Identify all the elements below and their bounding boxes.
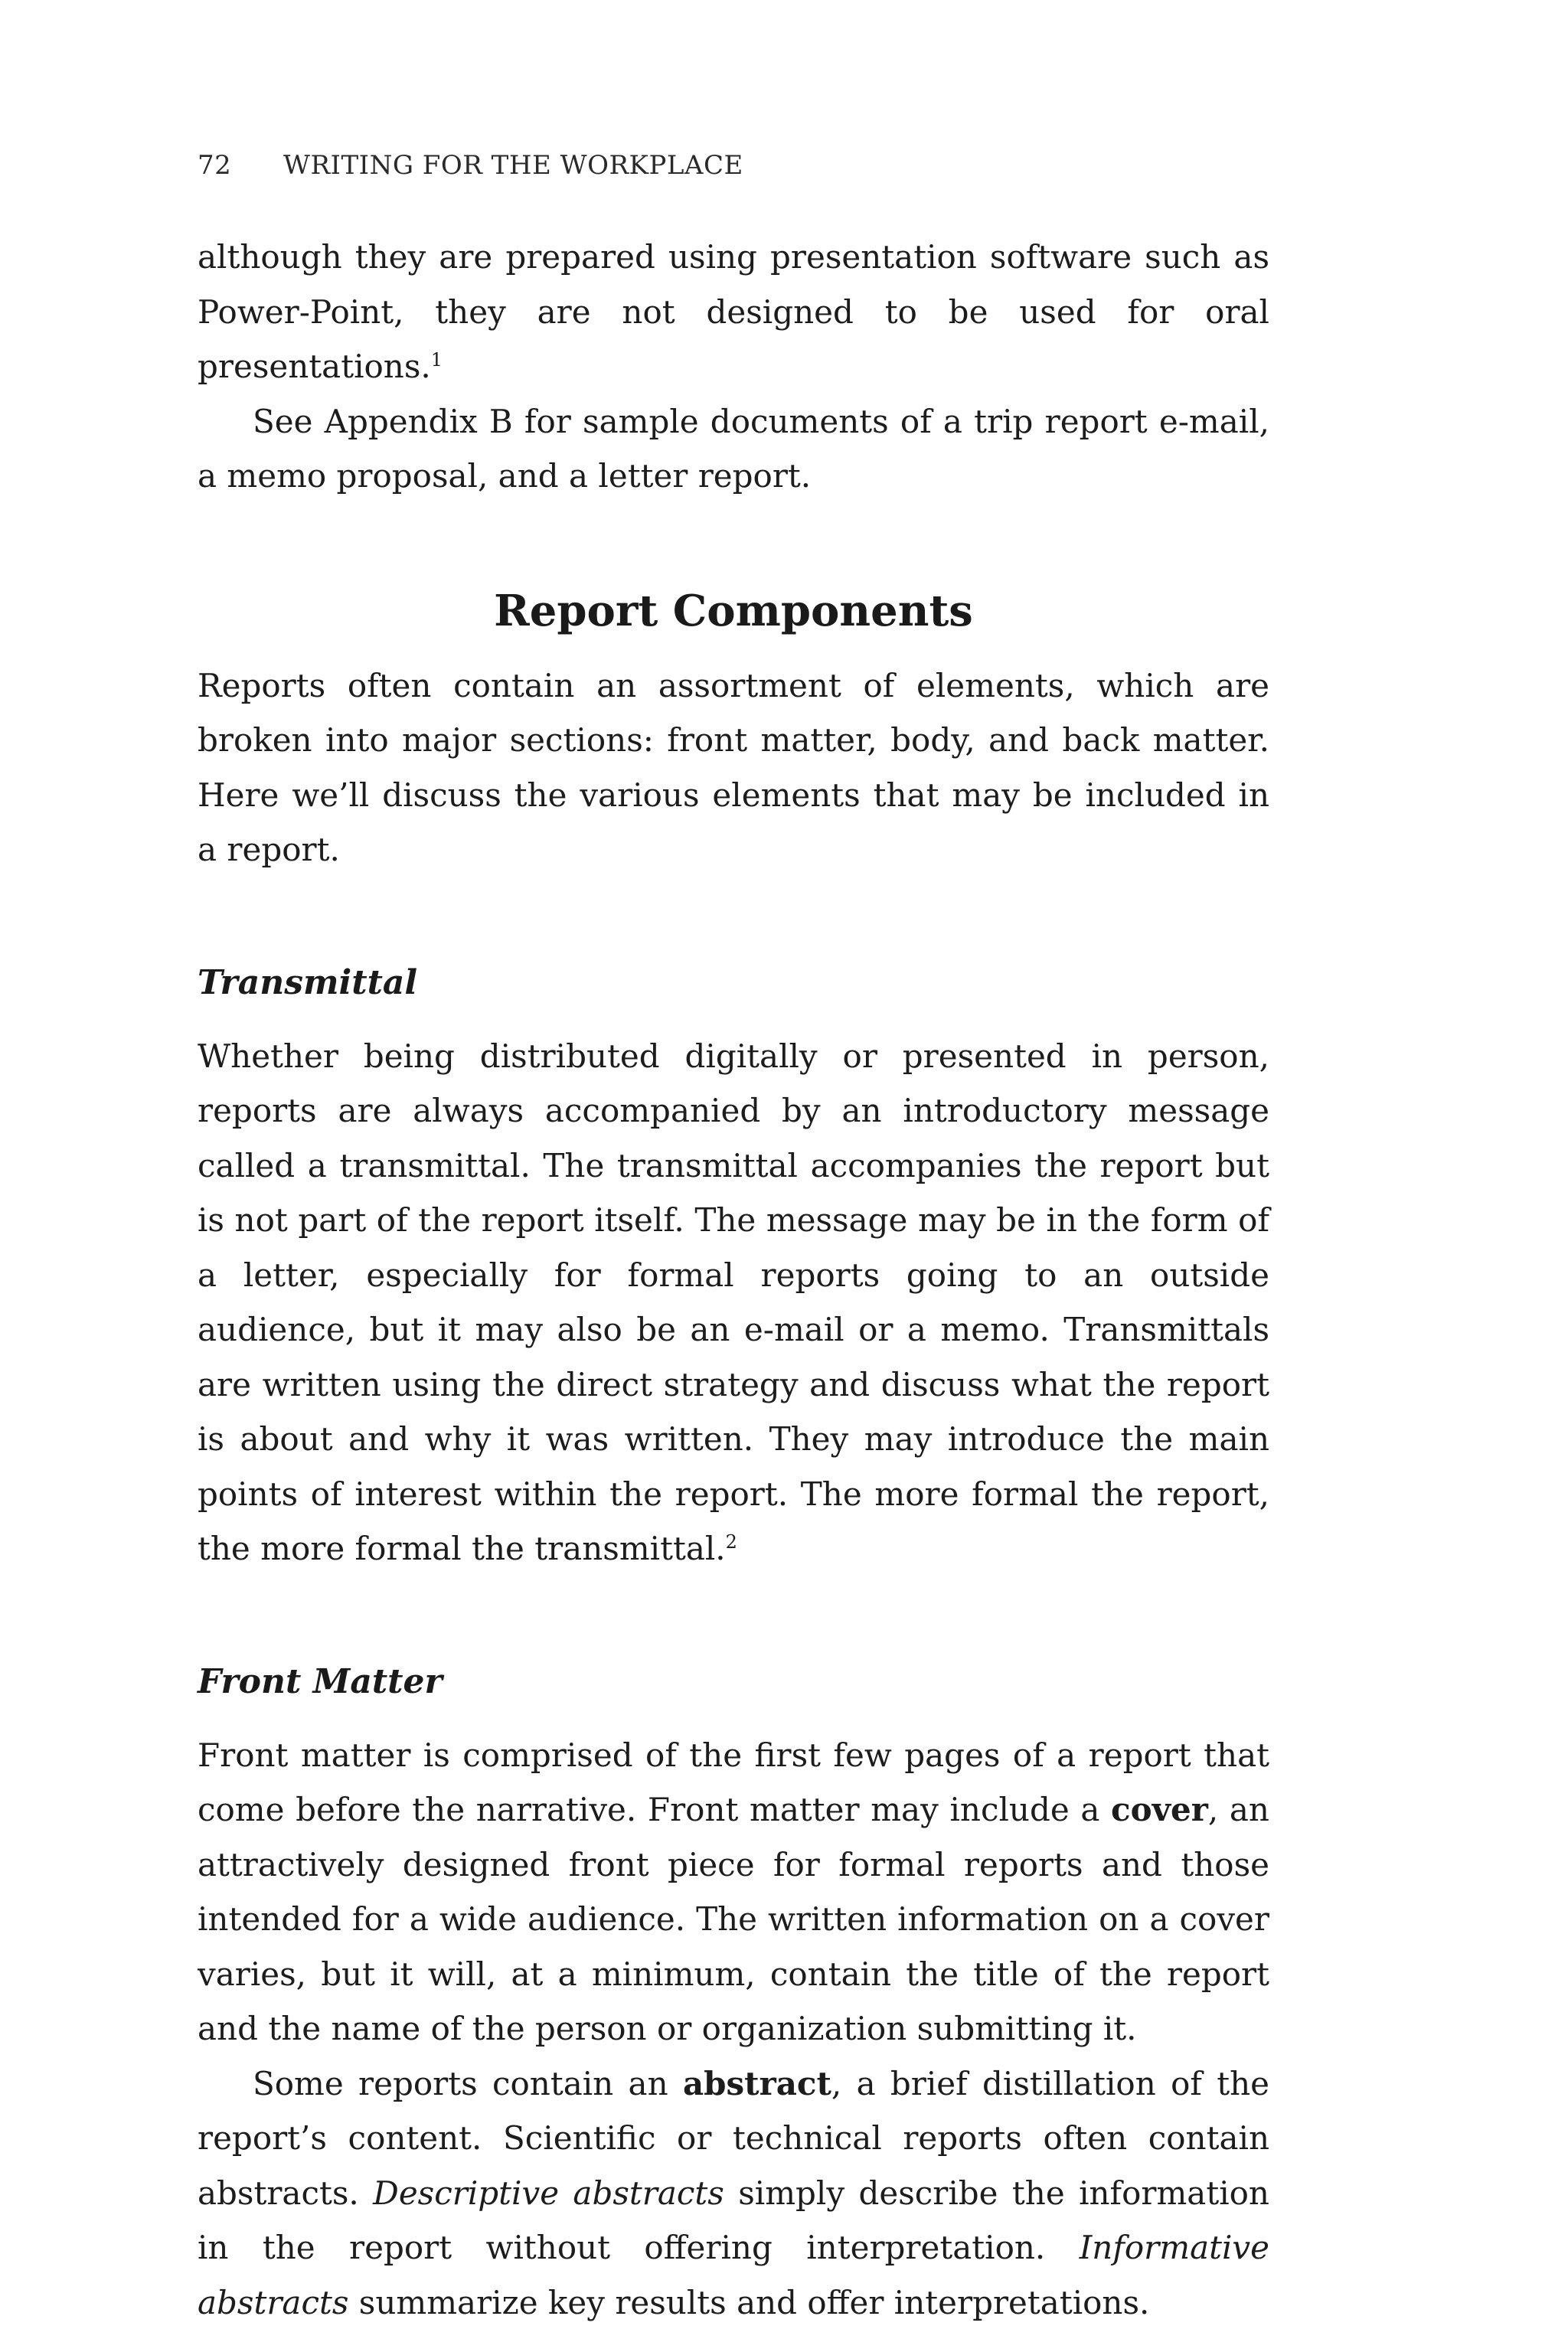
front-matter-paragraph-1 <box>198 1728 1269 2056</box>
front-matter-paragraph-2 <box>198 2056 1269 2331</box>
term-informative-abstracts: Informative abstracts <box>198 2229 1269 2321</box>
transmittal-paragraph <box>198 1029 1269 1576</box>
running-title: WRITING FOR THE WORKPLACE <box>283 150 743 181</box>
front-matter-p1-text-a: Front matter is comprised of the first few pages of a report that come before the narrative. Front matter may include a <box>198 1736 1269 1828</box>
report-components-paragraph: Reports often contain an assortment of elements, which are broken into major sections: front matter, body, and back matter. Here we’ll discuss the various elements that may be included in a report. <box>198 666 1269 868</box>
section-heading-report-components: Report Components <box>494 585 973 636</box>
page-number: 72 <box>198 150 232 181</box>
front-matter-p2-text-a: Some reports contain an <box>253 2064 668 2102</box>
body-text <box>198 230 1269 2330</box>
intro-paragraph-2: See Appendix B for sample documents of a trip report e-mail, a memo proposal, and a letter report. <box>198 402 1269 495</box>
subsection-heading-front-matter: Front Matter <box>198 1661 443 1701</box>
footnote-ref-1: 1 <box>430 349 443 371</box>
subsection-heading-transmittal: Transmittal <box>198 962 418 1002</box>
front-matter-p2-text-b: , a brief distillation of the report’s content. Scientific or technical reports often contain abstracts. <box>198 2064 1269 2212</box>
term-abstract: abstract <box>682 2064 831 2102</box>
intro-paragraph-1-text: although they are prepared using presentation software such as Power-Point, they are not designed to be used for oral presentations. <box>198 238 1269 385</box>
intro-paragraph-1 <box>198 230 1269 394</box>
term-cover: cover <box>1111 1791 1208 1828</box>
front-matter-p2-text-d: summarize key results and offer interpretations. <box>358 2283 1150 2321</box>
running-head <box>198 150 743 181</box>
transmittal-paragraph-text: Whether being distributed digitally or presented in person, reports are always accompanied by an introductory message called a transmittal. The transmittal accompanies the report but is not part of the report itself. The message may be in the form of a letter, especially for formal reports going to an outside audience, but it may also be an e-mail or a memo. Transmittals are written using the direct strategy and discuss what the report is about and why it was written. They may introduce the main points of interest within the report. The more formal the report, the more formal the transmittal. <box>198 1037 1269 1567</box>
term-descriptive-abstracts: Descriptive abstracts <box>373 2174 724 2212</box>
footnote-ref-2: 2 <box>725 1531 737 1553</box>
front-matter-p1-text-b: , an attractively designed front piece for formal reports and those intended for a wide audience. The written information on a cover varies, but it will, at a minimum, contain the title of the report and the name of the person or organization submitting it. <box>198 1791 1269 2047</box>
front-matter-p2-text-c: simply describe the information in the report without offering interpretation. <box>198 2174 1269 2266</box>
